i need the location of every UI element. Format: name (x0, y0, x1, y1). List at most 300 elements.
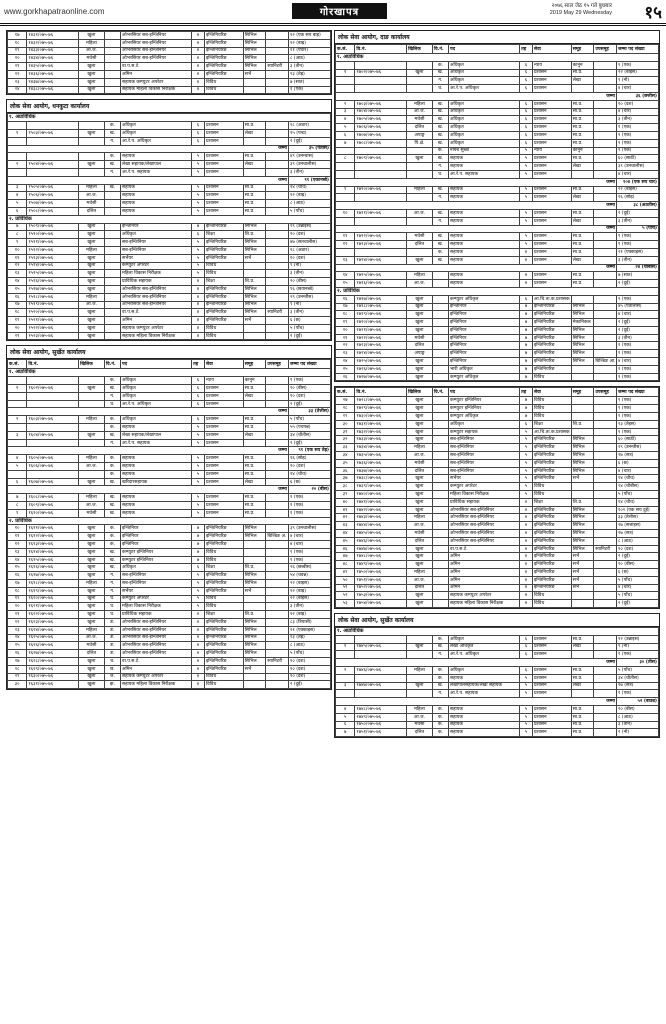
table-cell: १०२ (एक सय दुई) (616, 506, 658, 514)
table-cell (594, 256, 617, 264)
table-cell: इन्जिनियरिङ (204, 572, 243, 580)
table-cell: ५ (520, 170, 533, 178)
table-cell: ५ (192, 502, 205, 510)
table-cell: वा.प.स.टे. (449, 545, 520, 553)
table-row (336, 713, 659, 721)
table-cell: सा.प्र. (243, 385, 266, 393)
table-cell: सा.प्र. (571, 186, 594, 194)
table-cell: खुला (407, 436, 433, 444)
table-cell: खुला (407, 155, 433, 163)
table-cell: सहायक (449, 248, 520, 256)
table-cell (594, 194, 617, 202)
table-cell: ६ (520, 651, 533, 659)
table-cell: १७५२/०७५-७६ (355, 584, 407, 592)
table-cell: १७५१/०७५-७६ (355, 576, 407, 584)
table-cell (432, 514, 448, 522)
table-cell: १५१४/०७५-७६ (27, 262, 79, 270)
table-cell: १७५०/०७५-७६ (355, 569, 407, 577)
table-cell (594, 233, 617, 241)
table-row (8, 317, 331, 325)
table-cell: इन्जिनियरिङ (204, 618, 243, 626)
table-row (8, 665, 331, 673)
table-cell: ६ (520, 420, 533, 428)
table-cell: प्रशासन (532, 69, 571, 77)
table-cell: १५१५/०७५-७६ (27, 270, 79, 278)
table-cell (594, 491, 617, 499)
table-cell: १४ (चौध) (616, 475, 658, 483)
table-cell (432, 444, 448, 452)
table-cell: ख. (104, 431, 120, 439)
table-cell: ४ (520, 498, 533, 506)
table-cell (432, 436, 448, 444)
table-cell (355, 651, 407, 659)
table-cell: सहायक (449, 280, 520, 288)
table-cell: १ (एक) (616, 233, 658, 241)
table-cell: १६१५/०७५-७६ (27, 556, 79, 564)
table-row (336, 635, 659, 643)
table-cell: ओभरसियर सब-इन्जिनियर (449, 530, 520, 538)
table-cell (243, 86, 266, 94)
table-cell: १६१०/०७५-७६ (27, 509, 79, 517)
table-cell (243, 324, 266, 332)
table-row (8, 564, 331, 572)
table-cell: १७०३/०७५-७६ (355, 100, 407, 108)
table-cell: ख. (432, 124, 448, 132)
table-cell: १८ (8, 39, 27, 47)
table-row (336, 358, 659, 366)
table-row (336, 295, 659, 303)
table-cell: ५ (520, 690, 533, 698)
table-cell: प्रशासन (532, 85, 571, 93)
table-cell: प्रशासन (532, 256, 571, 264)
table-cell (432, 420, 448, 428)
table-cell: ५ (520, 163, 533, 171)
table-cell: ओभरसियर सब-इन्जिनियर (121, 301, 192, 309)
table-cell: ग. (432, 163, 448, 171)
table-cell: ५ (520, 233, 533, 241)
table-cell: १७१३/०७५-७६ (355, 241, 407, 249)
table-cell (266, 525, 289, 533)
table-cell: इन्जिनियरिङ (532, 303, 571, 311)
table-cell: भारी अधिकृत (449, 365, 520, 373)
table-cell: १७४५/०७५-७६ (355, 530, 407, 538)
table-cell (266, 301, 289, 309)
table-cell: क. (104, 455, 120, 463)
table-cell (432, 295, 448, 303)
table-cell (104, 223, 120, 231)
table-cell: ३ (8, 184, 27, 192)
table-cell: ४ (520, 280, 533, 288)
table-cell: ५ (192, 494, 205, 502)
table-cell (594, 690, 617, 698)
table-cell: ३ (तीन) (288, 63, 330, 71)
table-cell: ५ (520, 459, 533, 467)
table-cell: ओभरसियर सब-इन्जिनियर (449, 537, 520, 545)
table-cell (8, 122, 27, 130)
table-cell (266, 192, 289, 200)
table-cell (594, 514, 617, 522)
table-cell: अधिकृत (449, 61, 520, 69)
table-cell: सिभिल (243, 301, 266, 309)
right-column (334, 30, 660, 742)
table-cell: ४ (8, 455, 27, 463)
table-cell: १६०६/०७५-७६ (27, 463, 79, 471)
table-cell (355, 690, 407, 698)
table-cell (27, 400, 79, 408)
table-cell: १० (8, 246, 27, 254)
table-cell: १० (दश) (616, 100, 658, 108)
table-cell: प्रशासन (532, 124, 571, 132)
table-cell: प्रशासन (532, 163, 571, 171)
table-cell: १४३१/०७५-७६ (27, 32, 79, 40)
table-cell: १६२४/०७५-७६ (27, 626, 79, 634)
table-cell: ९ (8, 509, 27, 517)
table-cell: ६ (192, 129, 205, 137)
table-row (8, 650, 331, 658)
table-cell: २० (8, 603, 27, 611)
table-row (336, 108, 659, 116)
table-cell: सब-इन्जिनियर (449, 452, 520, 460)
table-cell: १ (एक) (288, 494, 330, 502)
table-row (336, 405, 659, 413)
table-cell: खुला (79, 681, 105, 689)
table-cell: ९ (336, 186, 355, 194)
table-cell (243, 332, 266, 340)
column-header: क.सं. (336, 388, 355, 397)
table-cell (266, 122, 289, 130)
table-cell: इन्जिनियरिङ (532, 459, 571, 467)
table-cell: सिभिल (571, 326, 594, 334)
table-cell (266, 184, 289, 192)
table-cell (27, 377, 79, 385)
table-row (8, 223, 331, 231)
table-cell: २ (दुई) (616, 553, 658, 561)
table-cell (266, 332, 289, 340)
table-cell: सिभिल (243, 39, 266, 47)
table-cell: १० (दश) (288, 657, 330, 665)
table-cell: अधिकृत (449, 635, 520, 643)
table-cell: ख. (432, 131, 448, 139)
table-cell (104, 231, 120, 239)
table-cell: प्रशासन (532, 674, 571, 682)
table-cell: सहायक (449, 713, 520, 721)
table-cell (243, 673, 266, 681)
table-cell: प्रशासन (204, 502, 243, 510)
table-cell: ख. (432, 139, 448, 147)
table-cell: सर्भे (571, 584, 594, 592)
table-row (8, 270, 331, 278)
table-cell: १७०५/०७५-७६ (355, 116, 407, 124)
table-row (336, 545, 659, 553)
table-cell (432, 342, 448, 350)
table-cell (104, 270, 120, 278)
table-cell: अधिकृत (449, 116, 520, 124)
table-cell: १७०८/०७५-७६ (355, 139, 407, 147)
table-cell: ख. (432, 209, 448, 217)
table-row (8, 416, 331, 424)
table-cell: ४७ (सतचालीस) (288, 239, 330, 247)
table-cell: ३ (तीन) (288, 309, 330, 317)
table-cell: ४९ (उनन्चास) (288, 153, 330, 161)
table-cell: १७२०/०७५-७६ (355, 319, 407, 327)
table-cell: ओभरसियर सब-इन्जिनियर (121, 650, 192, 658)
table-cell: १२ (बाह्र) (288, 192, 330, 200)
table-cell (266, 246, 289, 254)
table-cell: ५ (520, 674, 533, 682)
table-cell: १५१८/०७५-७६ (27, 293, 79, 301)
table-cell (266, 587, 289, 595)
table-cell: ५१ (336, 584, 355, 592)
table-cell: प्रशासन (532, 682, 571, 690)
table-cell: प्रशासन (532, 690, 571, 698)
table-cell: दलित (79, 650, 105, 658)
table-cell: सिभिल (243, 650, 266, 658)
table-cell: सिभिल (243, 634, 266, 642)
table-cell: ५ (192, 239, 205, 247)
table-cell (266, 39, 289, 47)
table-cell: ४ (520, 530, 533, 538)
table-cell (104, 262, 120, 270)
table-cell: २६ (छब्बीस) (288, 564, 330, 572)
table-cell: प्रशासन (204, 509, 243, 517)
table-cell: १७१८/०७५-७६ (355, 303, 407, 311)
table-cell: १२ (बाह्र) (288, 587, 330, 595)
table-row (336, 186, 659, 194)
table-row (8, 455, 331, 463)
table-cell (336, 77, 355, 85)
table-cell: शि.प्र. (243, 611, 266, 619)
table-cell: ३१ (336, 428, 355, 436)
table-cell: ४ (192, 626, 205, 634)
table-cell: १३ (8, 270, 27, 278)
column-header: तह (192, 360, 205, 369)
table-cell: खुला (79, 564, 105, 572)
table-cell: १६१३/०७५-७६ (27, 541, 79, 549)
table-cell (104, 78, 120, 86)
column-header: सेवा (204, 360, 243, 369)
table-cell: आ.ज. (407, 713, 433, 721)
table-cell: ५ (520, 147, 533, 155)
table-cell: महिला (407, 186, 433, 194)
table-cell: ५० (336, 576, 355, 584)
table-cell (432, 553, 448, 561)
table-cell: २१ (एक्काइस) (616, 248, 658, 256)
subtotal-value: ३३ (तेत्तीस) (288, 408, 330, 416)
table-cell: ७ (520, 373, 533, 381)
table-cell: ८ (आठ) (288, 55, 330, 63)
table-cell: लेखा सहायक/लेखापाल (121, 161, 192, 169)
table-row (336, 643, 659, 651)
table-cell (355, 163, 407, 171)
table-cell (571, 413, 594, 421)
table-cell: प्रशासन (532, 131, 571, 139)
table-cell: शि.प्र. (243, 231, 266, 239)
table-cell: इन्जिनियरिङ (204, 47, 243, 55)
table-cell: १३ (8, 548, 27, 556)
table-cell: खुला (79, 385, 105, 393)
table-cell: २ (दुई) (616, 209, 658, 217)
table-cell (266, 502, 289, 510)
table-cell (594, 506, 617, 514)
table-cell: १७१७/०७५-७६ (355, 295, 407, 303)
table-cell: १७३६/०७५-७६ (355, 459, 407, 467)
table-cell: १५०३/०७५-७६ (27, 129, 79, 137)
table-cell: १५०६/०७५-७६ (27, 192, 79, 200)
table-cell (594, 405, 617, 413)
table-cell: प्रशासन (204, 137, 243, 145)
table-cell: ४ (चार) (616, 584, 658, 592)
table-cell: सा.प्र. (243, 122, 266, 130)
table-cell (266, 556, 289, 564)
subtotal-label: जम्मा (8, 408, 289, 416)
table-cell: १७ (8, 301, 27, 309)
table-cell (266, 324, 289, 332)
table-cell: लेखा (243, 431, 266, 439)
table-cell: २० (8, 55, 27, 63)
table-cell: १८ (8, 309, 27, 317)
table-cell: लेखापालसहायक/लेखा सहायक (449, 682, 520, 690)
table-cell: सिभिल (571, 358, 594, 366)
column-header: सेवा (532, 388, 571, 397)
table-cell: मधेसी (407, 116, 433, 124)
subtotal-label: जम्मा (336, 202, 617, 210)
table-cell: १७१०/०७५-७६ (355, 186, 407, 194)
column-header: खिलिक (407, 45, 433, 54)
table-cell: मधेसी (79, 509, 105, 517)
table-cell: ५ (192, 424, 205, 432)
table-cell: ४ (192, 86, 205, 94)
table-cell: सहायक (121, 509, 192, 517)
table-cell (594, 155, 617, 163)
masthead (0, 0, 666, 22)
table-cell: महिला (79, 455, 105, 463)
table-cell: १७१९/०७५-७६ (355, 311, 407, 319)
table-cell: सर्भे (243, 70, 266, 78)
table-cell: १४३६/०७५-७६ (27, 70, 79, 78)
table-cell: खुला (79, 595, 105, 603)
table-row (336, 498, 659, 506)
table-cell: ५ (पाँच) (288, 207, 330, 215)
table-cell: कम्प्युटर अधिकृत (449, 413, 520, 421)
table-cell: ओभरसियर सब-इन्जिनियर (121, 285, 192, 293)
table-cell: क. (432, 674, 448, 682)
table-cell: दलित (407, 124, 433, 132)
table-cell: सिभिल (243, 293, 266, 301)
table-cell: इन्जिनियरिङ (532, 444, 571, 452)
column-header: खिलिक (407, 388, 433, 397)
table-cell: विविध (204, 78, 243, 86)
table-cell: ६ (छ) (616, 459, 658, 467)
table-cell: सा.प्र. (243, 502, 266, 510)
table-cell (243, 681, 266, 689)
masthead-rule-thin (0, 25, 666, 26)
table-cell (432, 365, 448, 373)
table-cell (432, 561, 448, 569)
table-cell: इन्जिनियरिङ (204, 650, 243, 658)
table-cell: २ (दुई) (616, 600, 658, 608)
table-cell: अमिन (449, 584, 520, 592)
table-cell: क. (432, 729, 448, 737)
table-cell (571, 397, 594, 405)
table-cell: १६०८/०७५-७६ (27, 494, 79, 502)
table-cell (266, 262, 289, 270)
table-cell: सहायक (121, 463, 192, 471)
table-cell (594, 280, 617, 288)
table-cell: महिला (79, 626, 105, 634)
table-cell: सहायक (121, 470, 192, 478)
table-cell: ५ (520, 475, 533, 483)
table-cell (27, 392, 79, 400)
table-cell: सहायक (121, 455, 192, 463)
table-cell: ४ (192, 301, 205, 309)
table-cell: ३ (336, 108, 355, 116)
table-cell: स्यानिटरी (266, 657, 289, 665)
table-cell: १७३४/०७५-७६ (355, 444, 407, 452)
table-cell: ४ (520, 506, 533, 514)
table-cell: ४ (520, 514, 533, 522)
table-cell: सा.प्र. (571, 69, 594, 77)
table-cell (432, 600, 448, 608)
table-cell (266, 572, 289, 580)
table-cell: ग. (104, 168, 120, 176)
table-cell (79, 439, 105, 447)
table-cell: ङ. (104, 618, 120, 626)
table-cell: ५ (192, 587, 205, 595)
table-cell: ३ (तीन) (288, 603, 330, 611)
table-cell: ३ (8, 431, 27, 439)
table-cell: १४ (8, 556, 27, 564)
table-cell: इन्जिनियरिङ (204, 63, 243, 71)
table-cell: ९ (नौ) (288, 301, 330, 309)
table-cell: सहायक कम्प्युटर अपरेटर (449, 592, 520, 600)
table-cell: इन्जिनियरिङ (204, 317, 243, 325)
table-cell (407, 147, 433, 155)
table-cell (266, 424, 289, 432)
table-cell (594, 413, 617, 421)
table-cell: १६२७/०७५-७६ (27, 650, 79, 658)
table-cell: १ (एक) (616, 651, 658, 659)
table-cell (432, 311, 448, 319)
table-cell: ३५ (336, 459, 355, 467)
table-cell: ६ (192, 385, 205, 393)
table-cell: ४ (192, 332, 205, 340)
table-cell: सहायक (121, 207, 192, 215)
table-cell: महिला (79, 580, 105, 588)
table-row (336, 553, 659, 561)
table-row (336, 666, 659, 674)
table-cell: दलित (407, 467, 433, 475)
table-cell (432, 334, 448, 342)
table-cell (243, 400, 266, 408)
table-row (8, 262, 331, 270)
table-cell: खुला (79, 533, 105, 541)
table-cell: २ (दुई) (616, 319, 658, 327)
table-cell: ६ (192, 400, 205, 408)
table-cell: सिभिल (243, 223, 266, 231)
table-cell: इन्जिनियरिङ (532, 584, 571, 592)
table-cell (243, 270, 266, 278)
table-cell: ३ (तीन) (616, 334, 658, 342)
table-cell: ५ (8, 200, 27, 208)
table-cell: १७०४/०७५-७६ (355, 108, 407, 116)
table-cell: १ (एक) (616, 428, 658, 436)
table-cell: ३९ (336, 491, 355, 499)
table-cell: विविध (204, 673, 243, 681)
table-cell (79, 392, 105, 400)
category-heading: २. प्राविधिक (8, 215, 331, 223)
table-cell: १६१८/०७५-७६ (27, 580, 79, 588)
table-cell: १७२८/०७५-७६ (355, 397, 407, 405)
